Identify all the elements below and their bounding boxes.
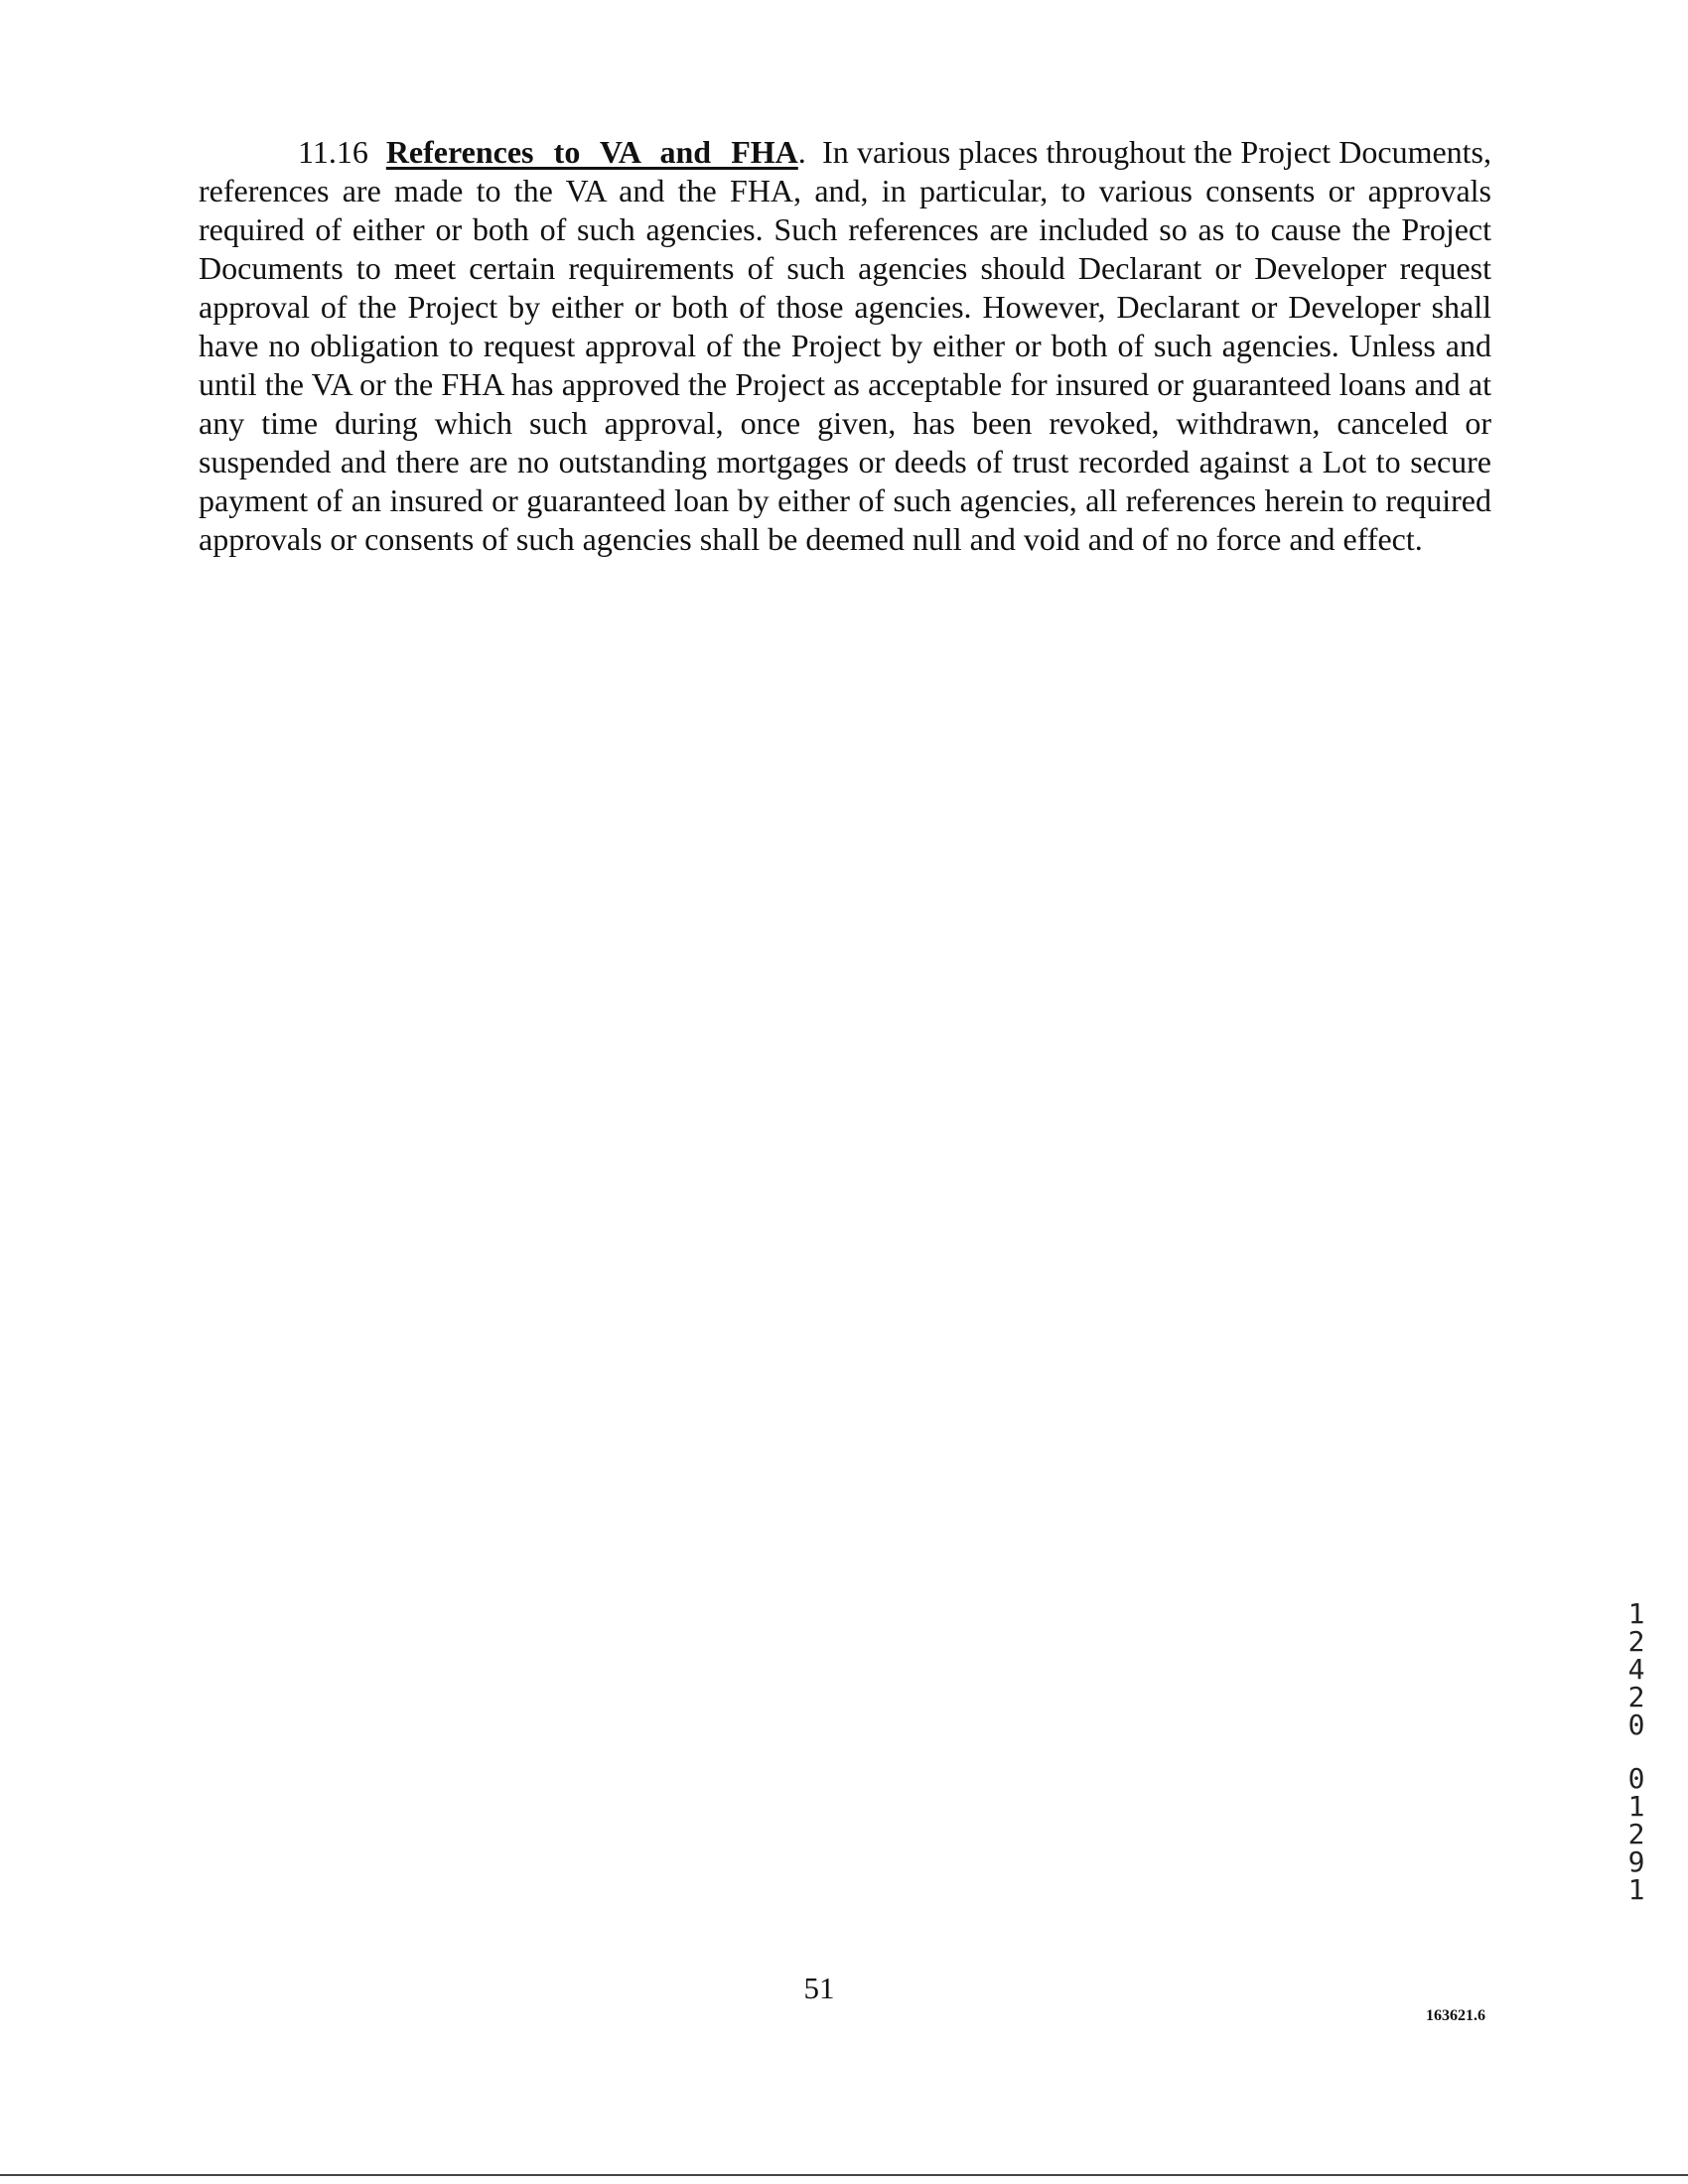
section-body-text: In various places throughout the Project Documents, references are made to the VA and the FHA, and, in particular, to various consents or approvals required of either or both of such agencies. Such references are included so as to cause the Project Documents to meet certain requirements of such agencies should Declarant or Developer request approval of the Project by either or both of those agencies. However, Declarant or Developer shall have no obligation to request approval of the Project by either or both of such agencies. Unless and until the VA or the FHA has approved the Project as acceptable for insured or guaranteed loans and at any time during which such approval, once given, has been revoked, withdrawn, canceled or suspended and there are no outstanding mortgages or deeds of trust recorded against a Lot to secure payment of an insured or guaranteed loan by either of such agencies, all references herein to required approvals or consents of such agencies shall be deemed null and void and of no force and effect.: [199, 134, 1491, 557]
stamp-digit: 1: [1627, 1873, 1645, 1906]
stamp-digit: 1: [1627, 1790, 1645, 1823]
stamp-digit: 2: [1627, 1818, 1645, 1850]
stamp-digit: 2: [1627, 1681, 1645, 1713]
stamp-digit: 4: [1627, 1653, 1645, 1686]
document-id: 163621.6: [1426, 2007, 1485, 2024]
section-heading-punctuation: .: [797, 134, 806, 170]
section-paragraph: [199, 133, 1491, 559]
stamp-digit: 0: [1627, 1708, 1645, 1741]
section-heading: References to VA and FHA: [385, 134, 798, 170]
page-number: 51: [803, 1971, 835, 2005]
stamp-digit: 9: [1627, 1845, 1645, 1878]
section-number: 11.16: [298, 134, 368, 170]
scan-edge-line: [0, 2174, 1688, 2176]
stamp-digit: 0: [1627, 1762, 1645, 1795]
stamp-digit: 1: [1627, 1597, 1645, 1630]
stamp-digit: 2: [1627, 1625, 1645, 1658]
recording-stamp: [1623, 1597, 1649, 1906]
